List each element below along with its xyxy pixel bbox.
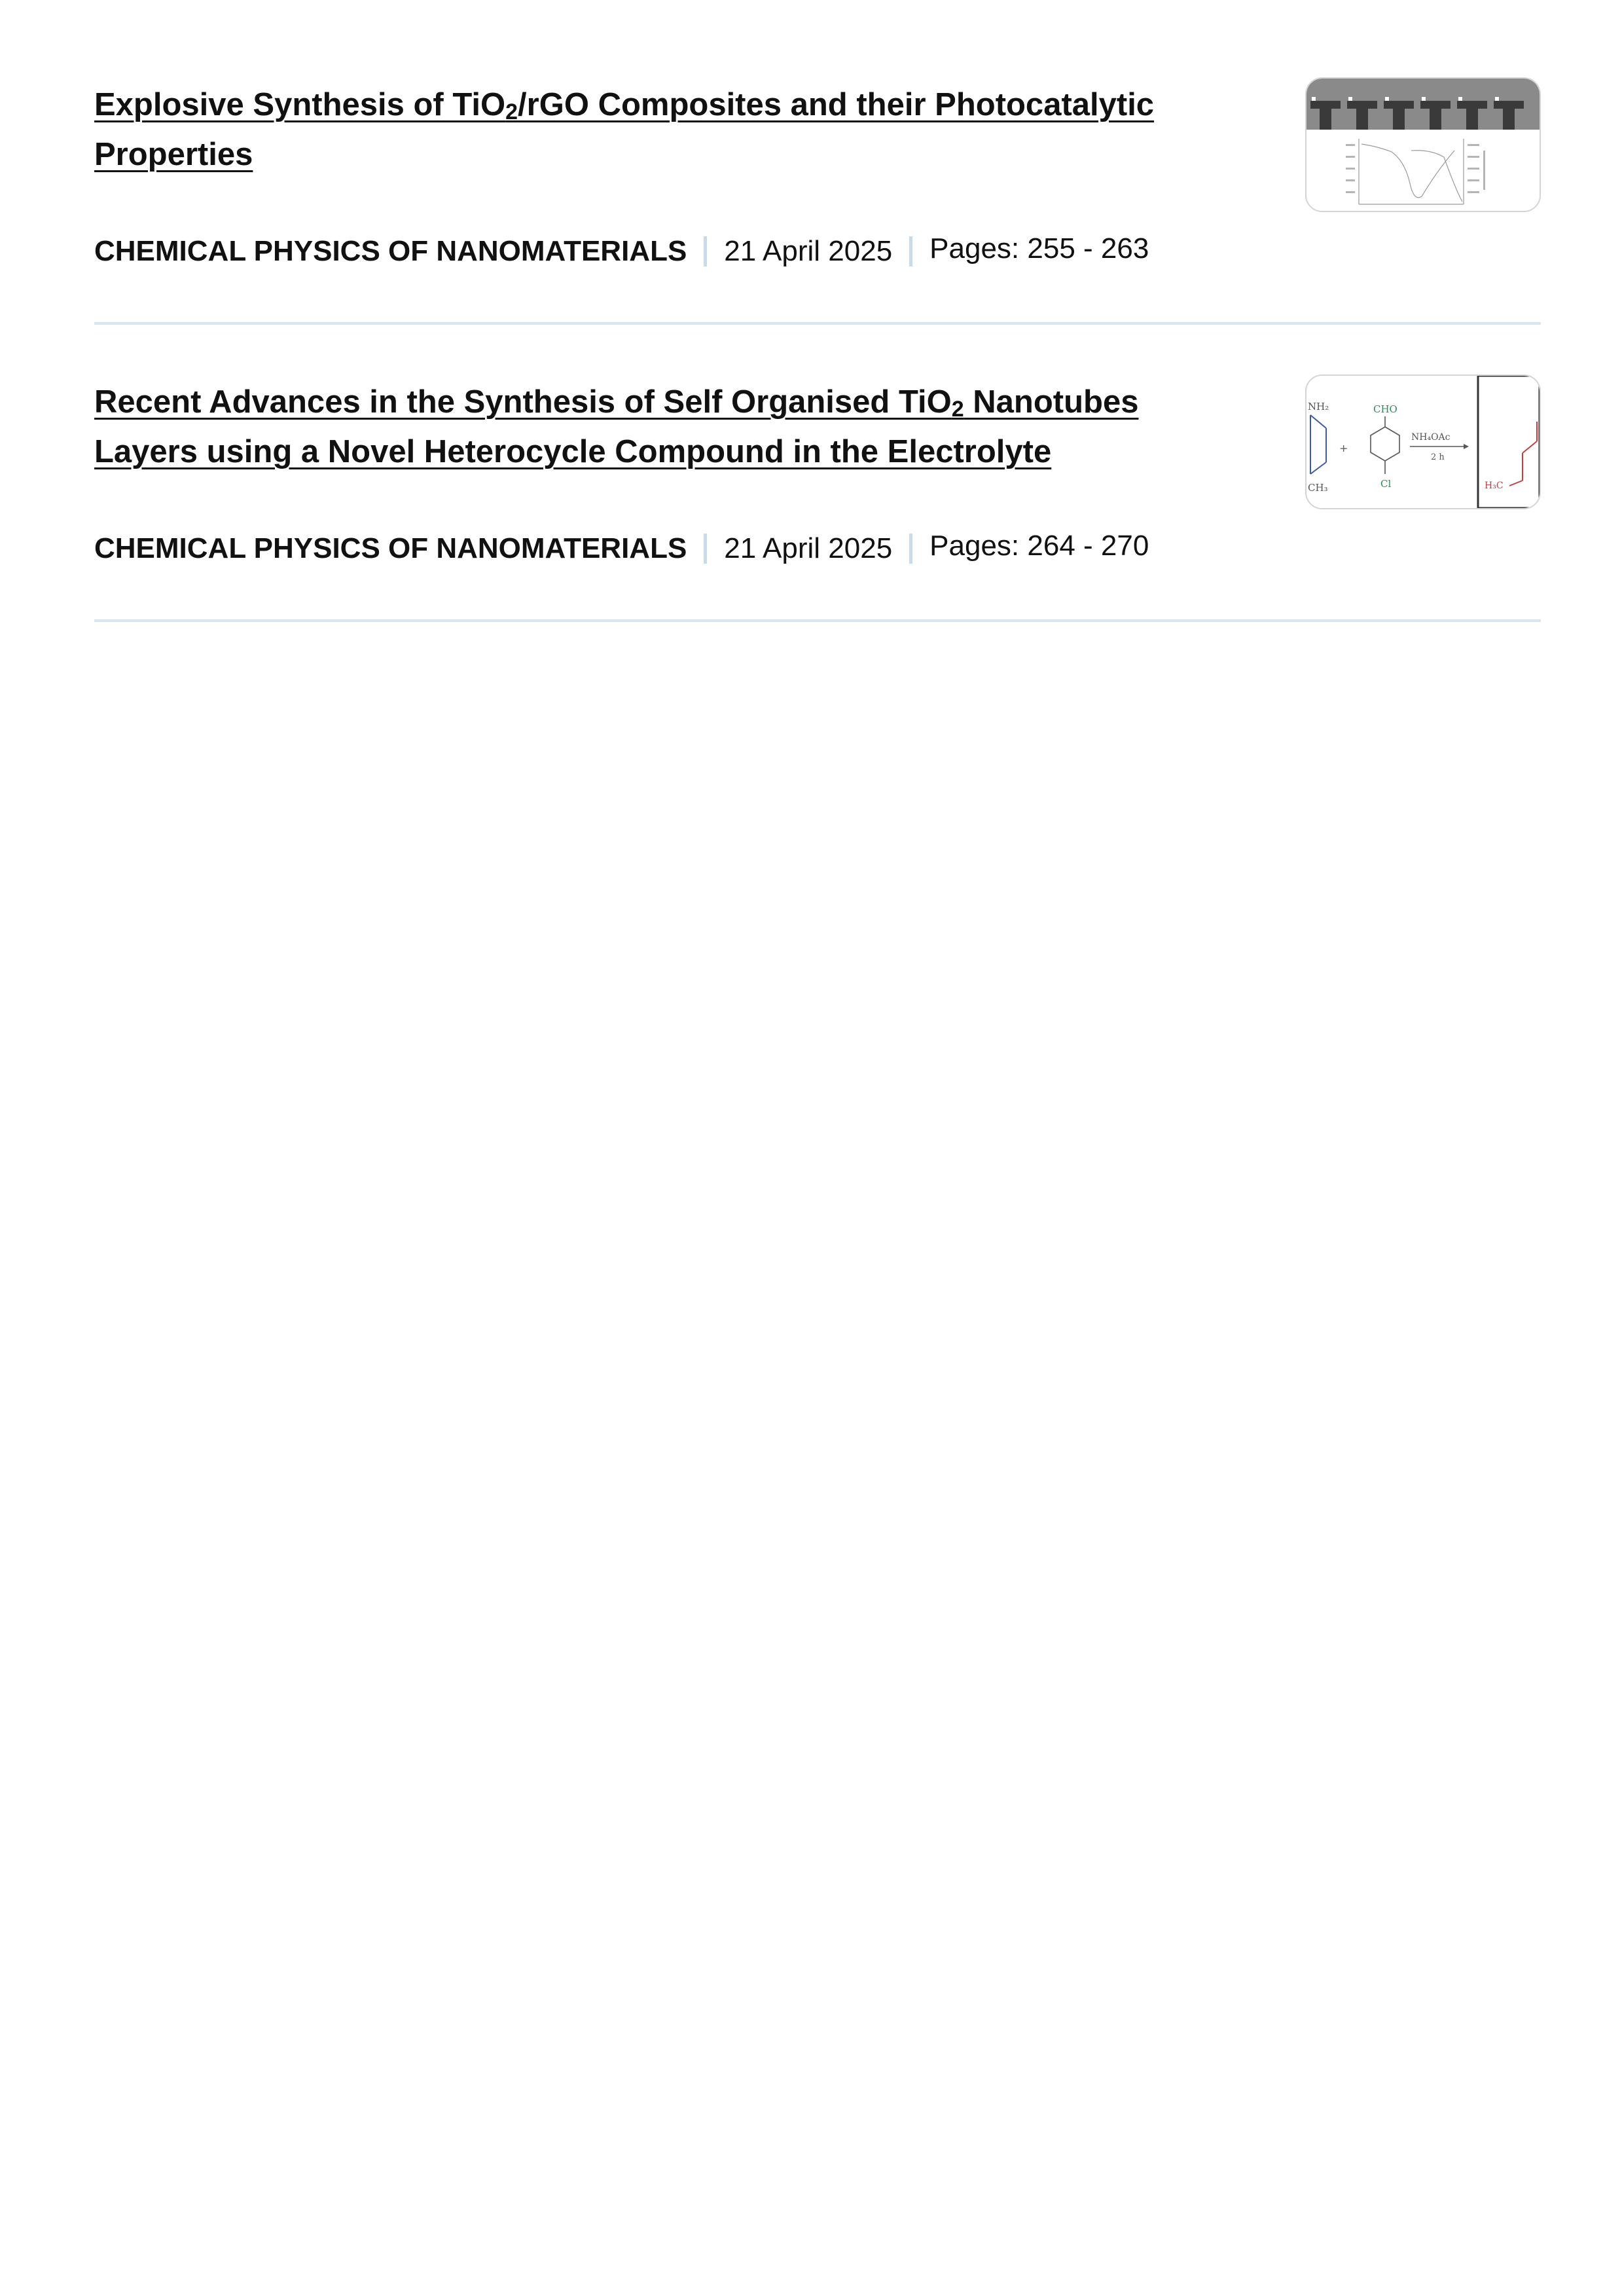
title-text: Explosive Synthesis of TiO	[94, 87, 506, 122]
article-meta	[94, 232, 1149, 271]
journal-name: CHEMICAL PHYSICS OF NANOMATERIALS	[94, 532, 687, 564]
article-divider	[94, 322, 1541, 325]
reaction-scheme-icon	[1307, 376, 1540, 508]
title-text: /rGO Composites and their Photocatalytic Properties	[94, 87, 1155, 172]
meta-separator	[909, 236, 912, 266]
title-subscript: 2	[505, 100, 518, 124]
title-text: Nanotubes Layers using a Novel Heterocycle Compound in the Electrolyte	[94, 384, 1139, 469]
article-title-link[interactable]	[94, 377, 1220, 477]
time-label: 2 h	[1431, 452, 1445, 462]
article-title-link[interactable]	[94, 80, 1220, 179]
amine-label: NH₂	[1308, 401, 1329, 412]
article-thumbnail[interactable]	[1305, 374, 1541, 509]
chloro-label: Cl	[1380, 478, 1392, 490]
meta-separator	[909, 534, 912, 564]
tem-images-and-spectra-plot-icon	[1307, 79, 1540, 211]
meta-separator	[704, 534, 707, 564]
title-subscript: 2	[951, 397, 964, 422]
methyl-label: CH₃	[1308, 482, 1328, 494]
product-methyl-label: H₃C	[1485, 481, 1504, 491]
article-meta	[94, 529, 1149, 568]
page-range: Pages: 264 - 270	[929, 530, 1149, 562]
article-thumbnail[interactable]	[1305, 77, 1541, 212]
journal-name: CHEMICAL PHYSICS OF NANOMATERIALS	[94, 235, 687, 267]
article-divider	[94, 619, 1541, 622]
aldehyde-label: CHO	[1373, 403, 1397, 415]
page-range: Pages: 255 - 263	[929, 232, 1149, 264]
publication-date: 21 April 2025	[724, 235, 893, 267]
meta-separator	[704, 236, 707, 266]
plus-label: +	[1339, 442, 1348, 454]
reagent-label: NH₄OAc	[1411, 432, 1451, 443]
title-text: Recent Advances in the Synthesis of Self Organised TiO	[94, 384, 952, 420]
publication-date: 21 April 2025	[724, 532, 893, 564]
